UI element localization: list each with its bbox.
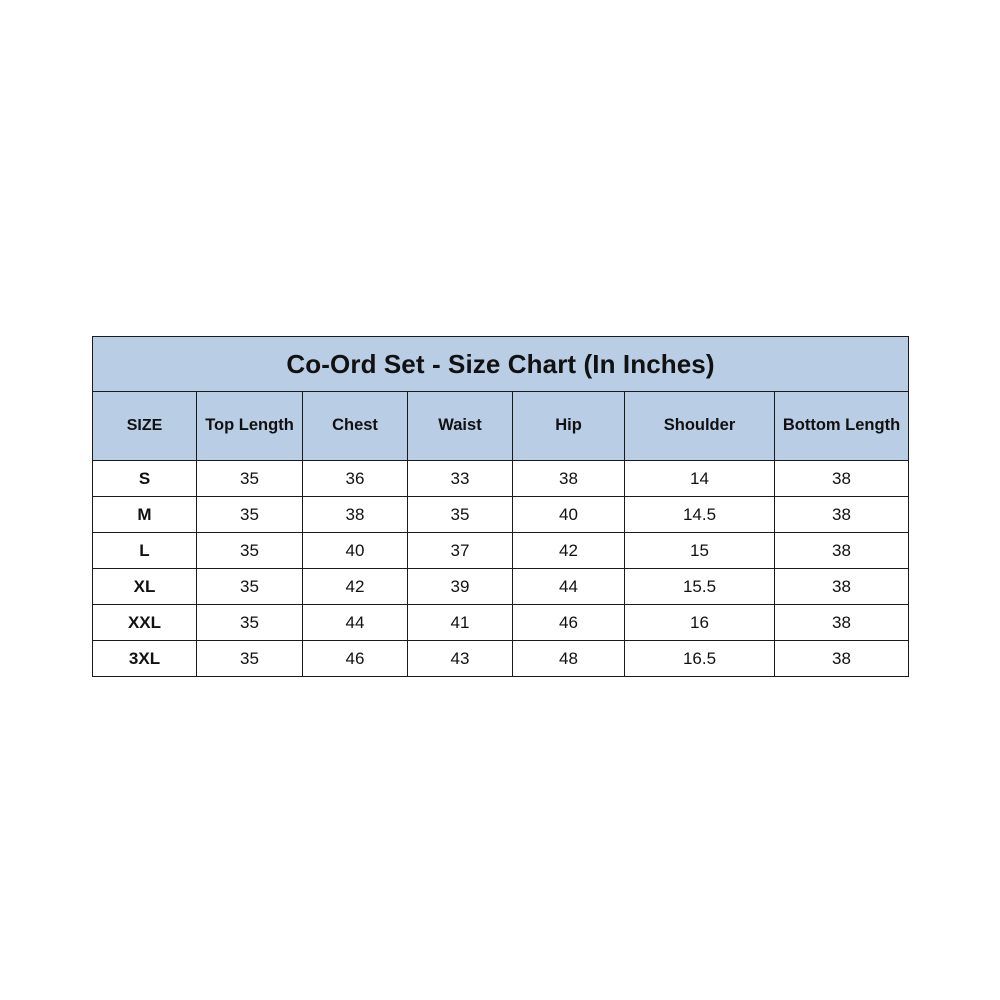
column-header-bottom-length: Bottom Length bbox=[775, 392, 909, 461]
size-chart-container bbox=[92, 336, 908, 677]
cell-waist: 39 bbox=[408, 569, 513, 605]
cell-chest: 40 bbox=[303, 533, 408, 569]
column-header-size: SIZE bbox=[93, 392, 197, 461]
table-row bbox=[93, 641, 909, 677]
cell-size: S bbox=[93, 461, 197, 497]
cell-bottom-length: 38 bbox=[775, 605, 909, 641]
cell-waist: 37 bbox=[408, 533, 513, 569]
table-row bbox=[93, 533, 909, 569]
table-row bbox=[93, 497, 909, 533]
cell-chest: 42 bbox=[303, 569, 408, 605]
cell-size: M bbox=[93, 497, 197, 533]
table-title-row bbox=[93, 337, 909, 392]
cell-shoulder: 14 bbox=[625, 461, 775, 497]
cell-bottom-length: 38 bbox=[775, 641, 909, 677]
column-header-shoulder: Shoulder bbox=[625, 392, 775, 461]
table-row bbox=[93, 461, 909, 497]
cell-waist: 43 bbox=[408, 641, 513, 677]
cell-chest: 44 bbox=[303, 605, 408, 641]
cell-chest: 38 bbox=[303, 497, 408, 533]
cell-top-length: 35 bbox=[197, 533, 303, 569]
cell-shoulder: 16 bbox=[625, 605, 775, 641]
column-header-chest: Chest bbox=[303, 392, 408, 461]
cell-hip: 48 bbox=[513, 641, 625, 677]
column-header-hip: Hip bbox=[513, 392, 625, 461]
cell-top-length: 35 bbox=[197, 497, 303, 533]
chart-title: Co-Ord Set - Size Chart (In Inches) bbox=[93, 337, 909, 392]
cell-size: XL bbox=[93, 569, 197, 605]
cell-waist: 41 bbox=[408, 605, 513, 641]
cell-chest: 46 bbox=[303, 641, 408, 677]
cell-shoulder: 15 bbox=[625, 533, 775, 569]
cell-hip: 44 bbox=[513, 569, 625, 605]
cell-bottom-length: 38 bbox=[775, 497, 909, 533]
cell-bottom-length: 38 bbox=[775, 461, 909, 497]
cell-chest: 36 bbox=[303, 461, 408, 497]
cell-shoulder: 15.5 bbox=[625, 569, 775, 605]
cell-top-length: 35 bbox=[197, 605, 303, 641]
column-header-waist: Waist bbox=[408, 392, 513, 461]
table-header-row bbox=[93, 392, 909, 461]
cell-size: 3XL bbox=[93, 641, 197, 677]
cell-bottom-length: 38 bbox=[775, 569, 909, 605]
cell-hip: 40 bbox=[513, 497, 625, 533]
cell-shoulder: 16.5 bbox=[625, 641, 775, 677]
cell-bottom-length: 38 bbox=[775, 533, 909, 569]
size-chart-table bbox=[92, 336, 909, 677]
cell-top-length: 35 bbox=[197, 569, 303, 605]
cell-hip: 38 bbox=[513, 461, 625, 497]
cell-waist: 35 bbox=[408, 497, 513, 533]
table-row bbox=[93, 605, 909, 641]
cell-top-length: 35 bbox=[197, 641, 303, 677]
table-row bbox=[93, 569, 909, 605]
cell-top-length: 35 bbox=[197, 461, 303, 497]
cell-hip: 42 bbox=[513, 533, 625, 569]
column-header-top-length: Top Length bbox=[197, 392, 303, 461]
cell-waist: 33 bbox=[408, 461, 513, 497]
cell-shoulder: 14.5 bbox=[625, 497, 775, 533]
cell-size: L bbox=[93, 533, 197, 569]
cell-size: XXL bbox=[93, 605, 197, 641]
cell-hip: 46 bbox=[513, 605, 625, 641]
